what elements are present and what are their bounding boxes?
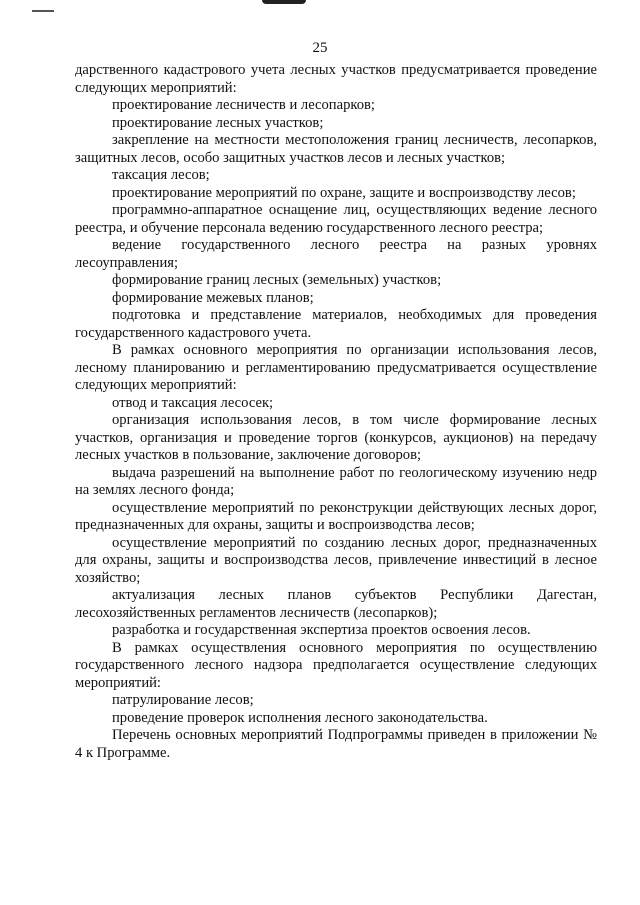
- paragraph: дарственного кадастрового учета лесных участков предусматривается проведение следующих мероприятий:: [75, 62, 597, 96]
- paragraph: Перечень основных мероприятий Подпрограммы приведен в приложении № 4 к Программе.: [75, 727, 597, 761]
- document-body: [75, 62, 597, 762]
- list-item: патрулирование лесов;: [112, 692, 254, 708]
- list-item: отвод и таксация лесосек;: [112, 394, 274, 411]
- list-item: ведение государственного лесного реестра на разных уровнях лесоуправления;: [75, 237, 597, 271]
- list-item: проведение проверок исполнения лесного законодательства.: [112, 709, 488, 726]
- paragraph: В рамках осуществления основного мероприятия по осуществлению государственного лесного надзора предполагается осуществление следующих мероприятий:: [75, 639, 597, 691]
- scan-mark: [32, 10, 54, 12]
- binder-mark: [262, 0, 306, 4]
- list-item: подготовка и представление материалов, необходимых для проведения государственного кадастрового учета.: [75, 307, 597, 341]
- list-item: разработка и государственная экспертиза проектов освоения лесов.: [112, 622, 531, 638]
- list-item: таксация лесов;: [112, 167, 210, 183]
- page-number: 25: [312, 40, 328, 56]
- list-item: проектирование лесничеств и лесопарков;: [112, 97, 375, 113]
- list-item: проектирование лесных участков;: [112, 114, 324, 131]
- list-item: организация использования лесов, в том числе формирование лесных участков, организация и проведение торгов (конкурсов, аукционов) на передачу лесных участков в пользование, заключение договоров;: [75, 412, 597, 463]
- list-item: актуализация лесных планов субъектов Республики Дагестан, лесохозяйственных регламентов лесничеств (лесопарков);: [75, 587, 597, 621]
- paragraph: В рамках основного мероприятия по организации использования лесов, лесному планированию и регламентированию предусматривается осуществление следующих мероприятий:: [75, 342, 597, 393]
- list-item: выдача разрешений на выполнение работ по геологическому изучению недр на землях лесного фонда;: [75, 464, 597, 498]
- list-item: закрепление на местности местоположения границ лесничеств, лесопарков, защитных лесов, особо защитных участков лесов и лесных участков;: [75, 132, 597, 166]
- list-item: программно-аппаратное оснащение лиц, осуществляющих ведение лесного реестра, и обучение персонала ведению государственного лесного реестра;: [75, 202, 597, 236]
- list-item: осуществление мероприятий по созданию лесных дорог, предназначенных для охраны, защиты и воспроизводства лесов, привлечение инвестиций в лесное хозяйство;: [75, 534, 597, 586]
- list-item: проектирование мероприятий по охране, защите и воспроизводству лесов;: [112, 184, 576, 201]
- list-item: формирование границ лесных (земельных) участков;: [112, 272, 442, 288]
- list-item: осуществление мероприятий по реконструкции действующих лесных дорог, предназначенных для охраны, защиты и воспроизводства лесов;: [75, 499, 597, 533]
- list-item: формирование межевых планов;: [112, 289, 314, 306]
